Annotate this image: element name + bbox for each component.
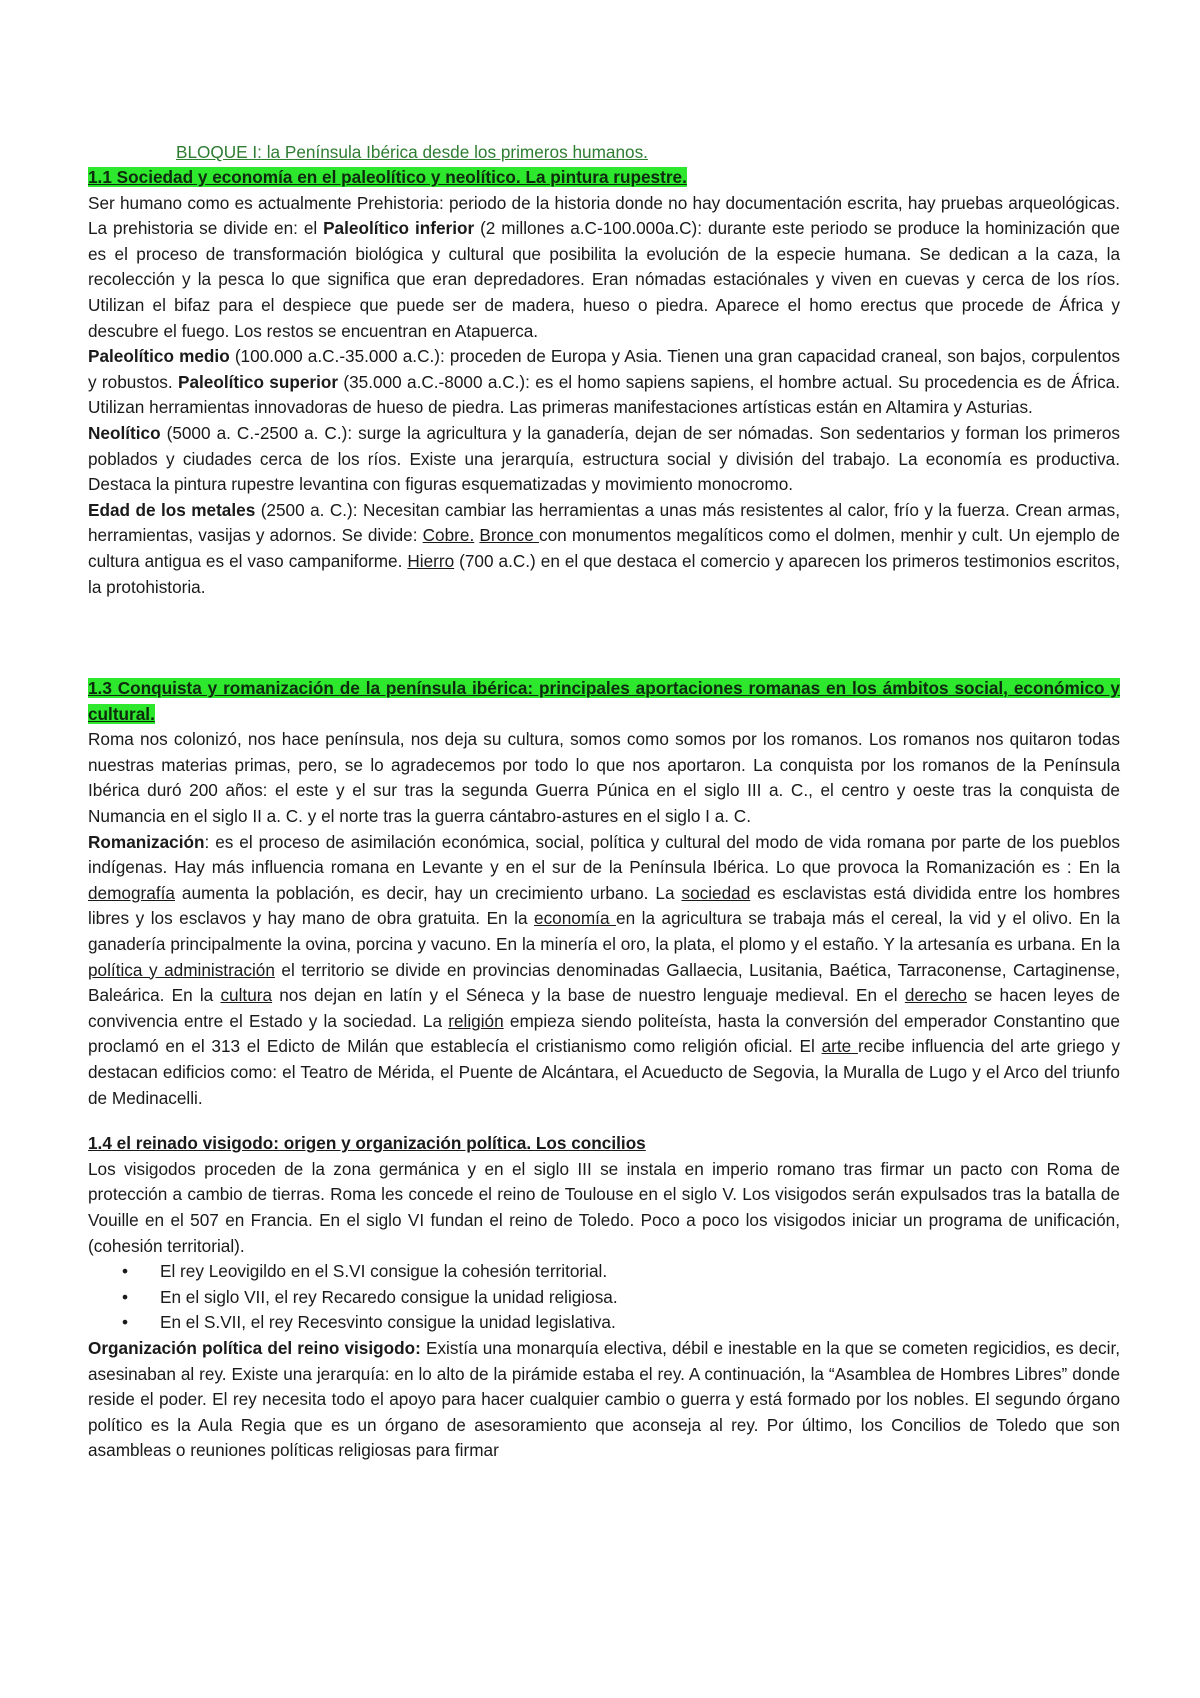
section-1-4-heading: 1.4 el reinado visigodo: origen y organización política. Los concilios — [88, 1133, 646, 1154]
section-1-4-bullet-list — [88, 1259, 1120, 1336]
term-paleolitico-medio: Paleolítico medio — [88, 346, 230, 367]
term-derecho: derecho — [904, 985, 967, 1006]
text-run: es esclavistas está dividida entre los hombres libres y los esclavos y hay mano de obra gratuita. En la — [88, 882, 1120, 929]
section-1-1-paragraph-2 — [88, 344, 1120, 421]
text-run: (35.000 a.C.-8000 a.C.): es el homo sapiens sapiens, el hombre actual. Su procedencia es de África. Utilizan herramientas innovadoras de hueso de piedra. Las primeras manifestaciones artísticas están en Altamira y Asturias. — [88, 371, 1121, 418]
text-run: (5000 a. C.-2500 a. C.): surge la agricultura y la ganadería, dejan de ser nómadas. Son sedentarios y forman los primeros poblados y ciudades cerca de los ríos. Existe una jerarquía, estructura social y división del trabajo. La economía es productiva. Destaca la pintura rupestre levantina con figuras esquematizadas y movimiento monocromo. — [88, 422, 1120, 495]
text-run: (2500 a. C.): Necesitan cambiar las herramientas a unas más resistentes al calor, frío y la fuerza. Crean armas, herramientas, vasijas y adornos. Se divide: — [88, 499, 1120, 546]
term-paleolitico-superior: Paleolítico superior — [177, 371, 339, 392]
section-1-1-paragraph-4 — [88, 498, 1120, 600]
term-religion: religión — [448, 1010, 504, 1031]
term-romanizacion: Romanización — [88, 831, 205, 852]
section-1-3-paragraph-2 — [88, 830, 1120, 1112]
section-spacer — [88, 1111, 1120, 1131]
list-item: • El rey Leovigildo en el S.VI consigue la cohesión territorial. — [88, 1259, 1120, 1285]
section-1-1-paragraph-3 — [88, 421, 1120, 498]
section-1-3-paragraph-1: Roma nos colonizó, nos hace península, nos deja su cultura, somos como somos por los romanos. Los romanos nos quitaron todas nuestras materias primas, pero, se lo agradecemos por todo lo que nos aportaron. La conquista por los romanos de la Península Ibérica duró 200 años: el este y el sur tras la segunda Guerra Púnica en el siglo III a. C., el centro y oeste tras la conquista de Numancia en el siglo II a. C. y el norte tras la guerra cántabro-astures en el siglo I a. C. — [88, 729, 1120, 827]
text-run: (700 a.C.) en el que destaca el comercio y aparecen los primeros testimonios escritos, la protohistoria. — [88, 550, 1121, 597]
text-run: con monumentos megalíticos como el dolmen, menhir y cult. Un ejemplo de cultura antigua es el vaso campaniforme. — [88, 525, 1120, 571]
text-run: nos dejan en latín y el Séneca y la base de nuestro lenguaje medieval. En el — [272, 985, 905, 1006]
list-item: • En el siglo VII, el rey Recaredo consigue la unidad religiosa. — [88, 1285, 1120, 1311]
term-arte: arte — [821, 1036, 858, 1057]
term-bronce: Bronce — [479, 525, 539, 546]
section-1-3-heading-text: 1.3 Conquista y romanización de la península ibérica: principales aportaciones romanas en los ámbitos social, económico y cultural. — [88, 678, 1120, 724]
term-hierro: Hierro — [407, 550, 455, 571]
text-run: : es el proceso de asimilación económica, social, política y cultural del modo de vida romana por parte de los pueblos indígenas. Hay más influencia romana en Levante y en el sur de la Península Ibérica. Lo que provoca la Romanización es : En la — [88, 831, 1120, 878]
section-1-3-heading — [88, 676, 1120, 727]
term-cobre: Cobre. — [422, 525, 475, 546]
list-item: • En el S.VII, el rey Recesvinto consigue la unidad legislativa. — [88, 1310, 1120, 1336]
bloque-title: BLOQUE I: la Península Ibérica desde los primeros humanos. — [176, 142, 648, 162]
term-cultura: cultura — [220, 985, 273, 1006]
section-1-4-paragraph-2 — [88, 1336, 1120, 1464]
term-neolitico: Neolítico — [88, 422, 161, 443]
term-demografia: demografía — [88, 882, 175, 903]
text-run: aumenta la población, es decir, hay un crecimiento urbano. La — [174, 882, 682, 903]
text-run: Ser humano como es actualmente Prehistoria: periodo de la historia donde no hay documentación escrita, hay pruebas arqueológicas. La prehistoria se divide en: el — [88, 192, 1120, 239]
term-organizacion-politica: Organización política del reino visigodo: — [88, 1337, 421, 1358]
term-edad-metales: Edad de los metales — [88, 499, 256, 520]
text-run: (2 millones a.C-100.000a.C): durante este periodo se produce la hominización que es el proceso de transformación biológica y cultural que posibilita la evolución de la especie humana. Se dedican a la caza, la recolección y la pesca lo que significa que eran depredadores. Eran nómadas estaciónales y viven en cuevas y cerca de los ríos. Utilizan el bifaz para el despiece que puede ser de madera, hueso o piedra. Aparece el homo erectus que procede de África y descubre el fuego. Los restos se encuentran en Atapuerca. — [88, 218, 1120, 341]
term-sociedad: sociedad — [681, 882, 751, 903]
text-run: recibe influencia del arte griego y destacan edificios como: el Teatro de Mérida, el Puente de Alcántara, el Acueducto de Segovia, la Muralla de Lugo y el Arco del triunfo de Medinacelli. — [88, 1036, 1120, 1108]
section-1-4-paragraph-1: Los visigodos proceden de la zona germánica y en el siglo III se instala en imperio romano tras firmar un pacto con Roma de protección a cambio de tierras. Roma les concede el reino de Toulouse en el siglo V. Los visigodos serán expulsados tras la batalla de Vouille en el 507 en Francia. En el siglo VI fundan el reino de Toledo. Poco a poco los visigodos iniciar un programa de unificación, (cohesión territorial). — [88, 1158, 1120, 1256]
section-1-1-heading — [88, 165, 1120, 191]
text-run: empieza siendo politeísta, hasta la conversión del emperador Constantino que proclamó en el 313 el Edicto de Milán que establecía el cristianismo como religión oficial. El — [88, 1010, 1120, 1057]
term-economia: economía — [534, 908, 617, 929]
section-spacer — [88, 600, 1120, 676]
section-1-1-heading-text: 1.1 Sociedad y economía en el paleolítico y neolítico. La pintura rupestre. — [88, 167, 687, 187]
text-run: se hacen leyes de convivencia entre el Estado y la sociedad. La — [88, 985, 1121, 1031]
term-politica-administracion: política y administración — [88, 959, 275, 980]
text-run: (100.000 a.C.-35.000 a.C.): proceden de Europa y Asia. Tienen una gran capacidad craneal, son bajos, corpulentos y robustos. — [88, 346, 1120, 392]
text-run: en la agricultura se trabaja más el cereal, la vid y el olivo. En la ganadería principalmente la ovina, porcina y vacuno. En la minería el oro, la plata, el plomo y el estaño. Y la artesanía es urbana. En la — [88, 908, 1120, 955]
text-run: Existía una monarquía electiva, débil e inestable en la que se cometen regicidios, es decir, asesinaban al rey. Existe una jerarquía: en lo alto de la pirámide estaba el rey. A continuación, la “Asamblea de Hombres Libres” donde reside el poder. El rey necesita todo el apoyo para hacer cualquier cambio o guerra y está formado por los nobles. El segundo órgano político es la Aula Regia que es un órgano de asesoramiento que aconseja al rey. Por último, los Concilios de Toledo que son asambleas o reuniones políticas religiosas para firmar — [88, 1337, 1120, 1461]
term-paleolitico-inferior: Paleolítico inferior — [323, 218, 475, 239]
document-page — [88, 140, 1120, 1464]
section-1-1-paragraph-1 — [88, 191, 1120, 345]
text-run: el territorio se divide en provincias denominadas Gallaecia, Lusitania, Baética, Tarraconense, Cartaginense, Baleárica. En la — [88, 959, 1120, 1006]
